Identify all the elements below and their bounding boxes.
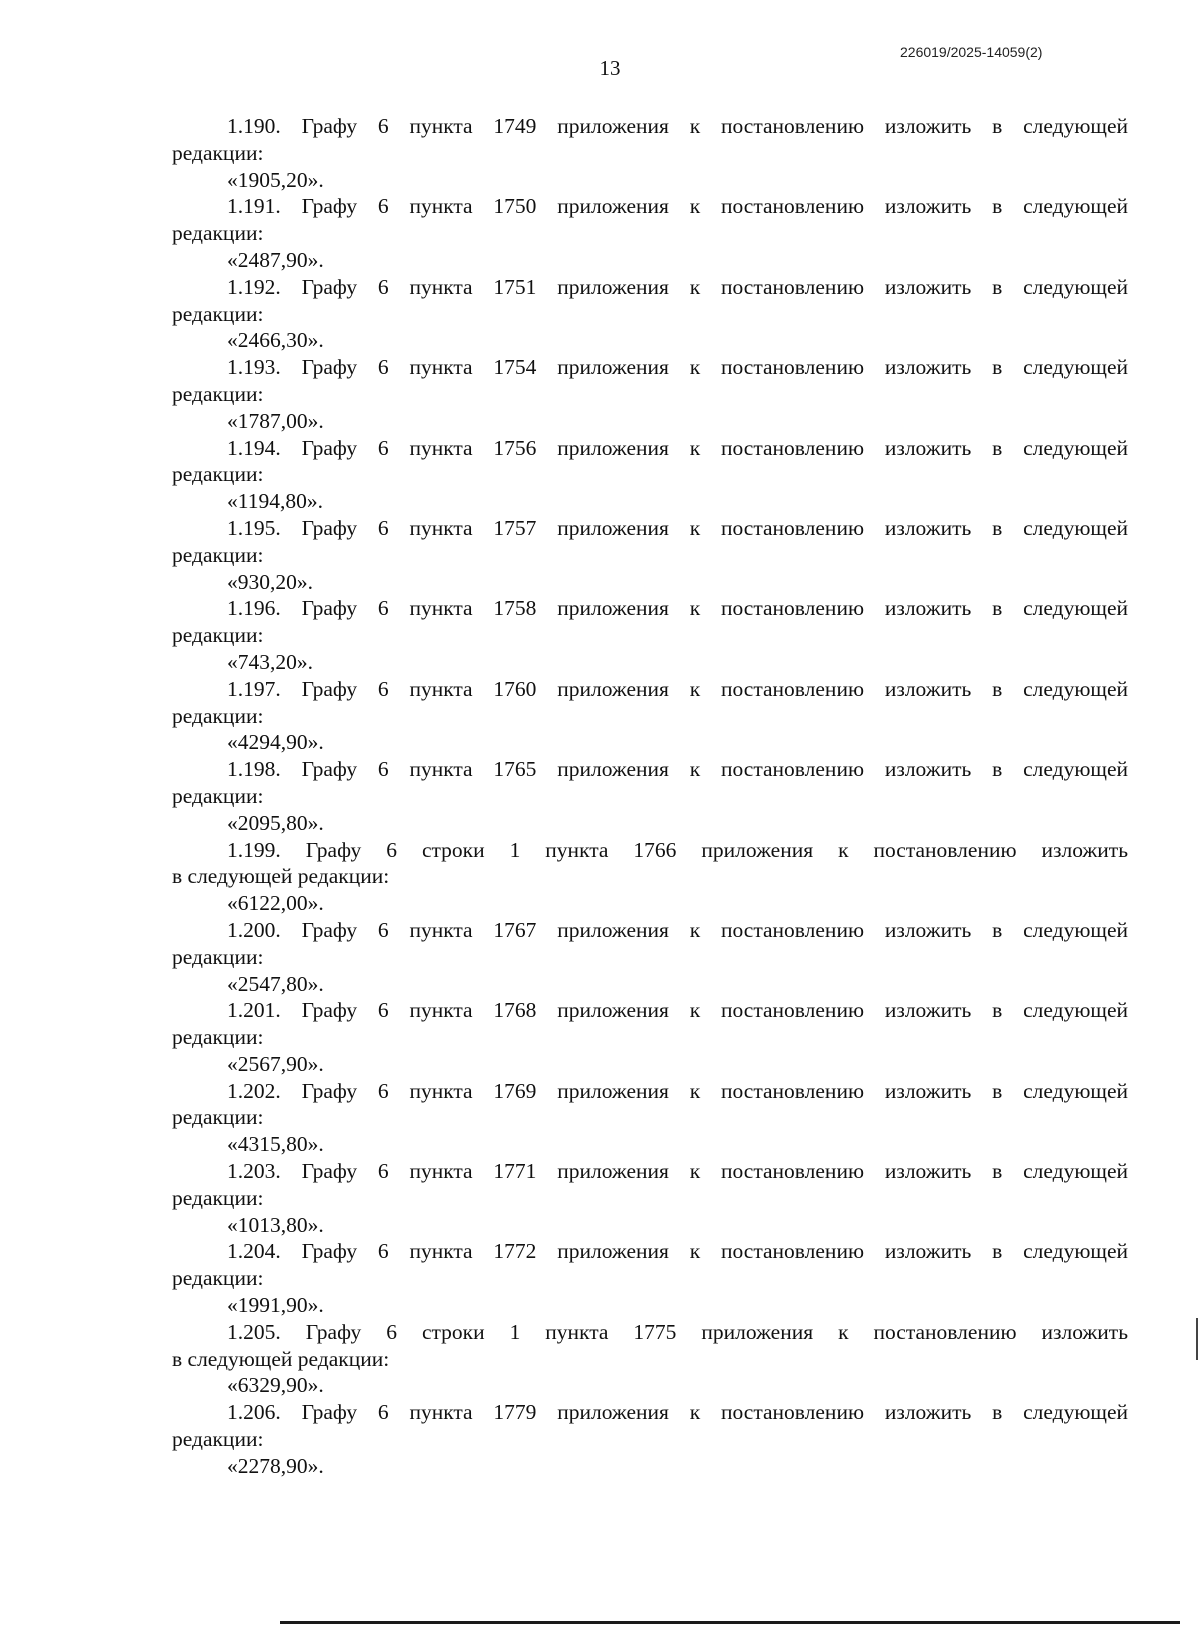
page-number: 13 <box>599 56 621 80</box>
amendment-instruction-continuation: редакции: <box>172 221 264 246</box>
amendment-item <box>172 274 1128 354</box>
amendment-instruction-continuation: в следующей редакции: <box>172 864 390 889</box>
amendment-instruction-continuation: редакции: <box>172 623 264 648</box>
amendment-instruction-continuation: редакции: <box>172 381 264 406</box>
amendment-item <box>172 997 1128 1077</box>
amendment-item <box>172 193 1128 273</box>
amendment-instruction: 1.202. Графу 6 пункта 1769 приложения к постановлению изложить в следующей <box>227 1078 1128 1103</box>
amendment-instruction-continuation: редакции: <box>172 140 264 165</box>
amendment-instruction-continuation: редакции: <box>172 1025 264 1050</box>
amendment-item <box>172 354 1128 434</box>
amendment-new-value: «2567,90». <box>227 1051 324 1076</box>
amendment-item <box>172 676 1128 756</box>
amendment-new-value: «2487,90». <box>227 247 324 272</box>
amendment-instruction-continuation: редакции: <box>172 944 264 969</box>
amendment-instruction: 1.201. Графу 6 пункта 1768 приложения к постановлению изложить в следующей <box>227 998 1128 1023</box>
amendment-instruction: 1.203. Графу 6 пункта 1771 приложения к постановлению изложить в следующей <box>227 1159 1128 1184</box>
amendment-instruction: 1.190. Графу 6 пункта 1749 приложения к постановлению изложить в следующей <box>227 114 1128 138</box>
amendment-instruction: 1.206. Графу 6 пункта 1779 приложения к постановлению изложить в следующей <box>227 1400 1128 1425</box>
amendment-item <box>172 837 1128 917</box>
amendment-instruction-continuation: редакции: <box>172 542 264 567</box>
amendment-instruction: 1.197. Графу 6 пункта 1760 приложения к постановлению изложить в следующей <box>227 676 1128 701</box>
amendment-new-value: «1194,80». <box>227 489 323 514</box>
amendment-list <box>172 113 1128 1480</box>
amendment-instruction-continuation: редакции: <box>172 1266 264 1291</box>
amendment-item <box>172 595 1128 675</box>
amendment-item <box>172 1078 1128 1158</box>
amendment-instruction: 1.195. Графу 6 пункта 1757 приложения к постановлению изложить в следующей <box>227 515 1128 540</box>
amendment-item <box>172 1158 1128 1238</box>
amendment-instruction: 1.194. Графу 6 пункта 1756 приложения к постановлению изложить в следующей <box>227 435 1128 460</box>
amendment-item <box>172 1238 1128 1318</box>
amendment-new-value: «6122,00». <box>227 891 324 916</box>
amendment-new-value: «6329,90». <box>227 1373 324 1398</box>
amendment-instruction: 1.193. Графу 6 пункта 1754 приложения к постановлению изложить в следующей <box>227 355 1128 380</box>
amendment-instruction: 1.198. Графу 6 пункта 1765 приложения к постановлению изложить в следующей <box>227 757 1128 782</box>
scan-bottom-border <box>280 1621 1180 1624</box>
amendment-item <box>172 1399 1128 1479</box>
amendment-new-value: «4315,80». <box>227 1132 324 1157</box>
amendment-new-value: «2095,80». <box>227 810 324 835</box>
amendment-new-value: «2466,30». <box>227 328 324 353</box>
amendment-new-value: «930,20». <box>227 569 313 594</box>
amendment-instruction-continuation: редакции: <box>172 1105 264 1130</box>
amendment-item <box>172 113 1128 193</box>
amendment-instruction: 1.204. Графу 6 пункта 1772 приложения к постановлению изложить в следующей <box>227 1239 1128 1264</box>
amendment-new-value: «1013,80». <box>227 1212 324 1237</box>
amendment-instruction-continuation: редакции: <box>172 703 264 728</box>
amendment-instruction-continuation: редакции: <box>172 1427 264 1452</box>
amendment-instruction: 1.192. Графу 6 пункта 1751 приложения к постановлению изложить в следующей <box>227 274 1128 299</box>
document-registration-number: 226019/2025-14059(2) <box>900 44 1043 60</box>
amendment-instruction-continuation: редакции: <box>172 783 264 808</box>
amendment-new-value: «743,20». <box>227 649 313 674</box>
amendment-item <box>172 917 1128 997</box>
scan-edge-mark <box>1196 1318 1198 1360</box>
amendment-item <box>172 1319 1128 1399</box>
amendment-instruction-continuation: редакции: <box>172 301 264 326</box>
amendment-item <box>172 515 1128 595</box>
amendment-new-value: «4294,90». <box>227 730 324 755</box>
amendment-new-value: «1787,00». <box>227 408 324 433</box>
amendment-item <box>172 435 1128 515</box>
amendment-instruction-continuation: редакции: <box>172 1185 264 1210</box>
amendment-instruction: 1.191. Графу 6 пункта 1750 приложения к постановлению изложить в следующей <box>227 194 1128 219</box>
amendment-new-value: «1991,90». <box>227 1293 324 1318</box>
amendment-new-value: «2278,90». <box>227 1453 324 1478</box>
amendment-instruction: 1.196. Графу 6 пункта 1758 приложения к постановлению изложить в следующей <box>227 596 1128 621</box>
amendment-new-value: «1905,20». <box>227 167 324 192</box>
amendment-instruction-continuation: редакции: <box>172 462 264 487</box>
amendment-instruction: 1.200. Графу 6 пункта 1767 приложения к постановлению изложить в следующей <box>227 917 1128 942</box>
amendment-item <box>172 756 1128 836</box>
amendment-instruction-continuation: в следующей редакции: <box>172 1346 390 1371</box>
amendment-instruction: 1.199. Графу 6 строки 1 пункта 1766 приложения к постановлению изложить <box>227 837 1128 862</box>
amendment-instruction: 1.205. Графу 6 строки 1 пункта 1775 приложения к постановлению изложить <box>227 1319 1128 1344</box>
amendment-new-value: «2547,80». <box>227 971 324 996</box>
